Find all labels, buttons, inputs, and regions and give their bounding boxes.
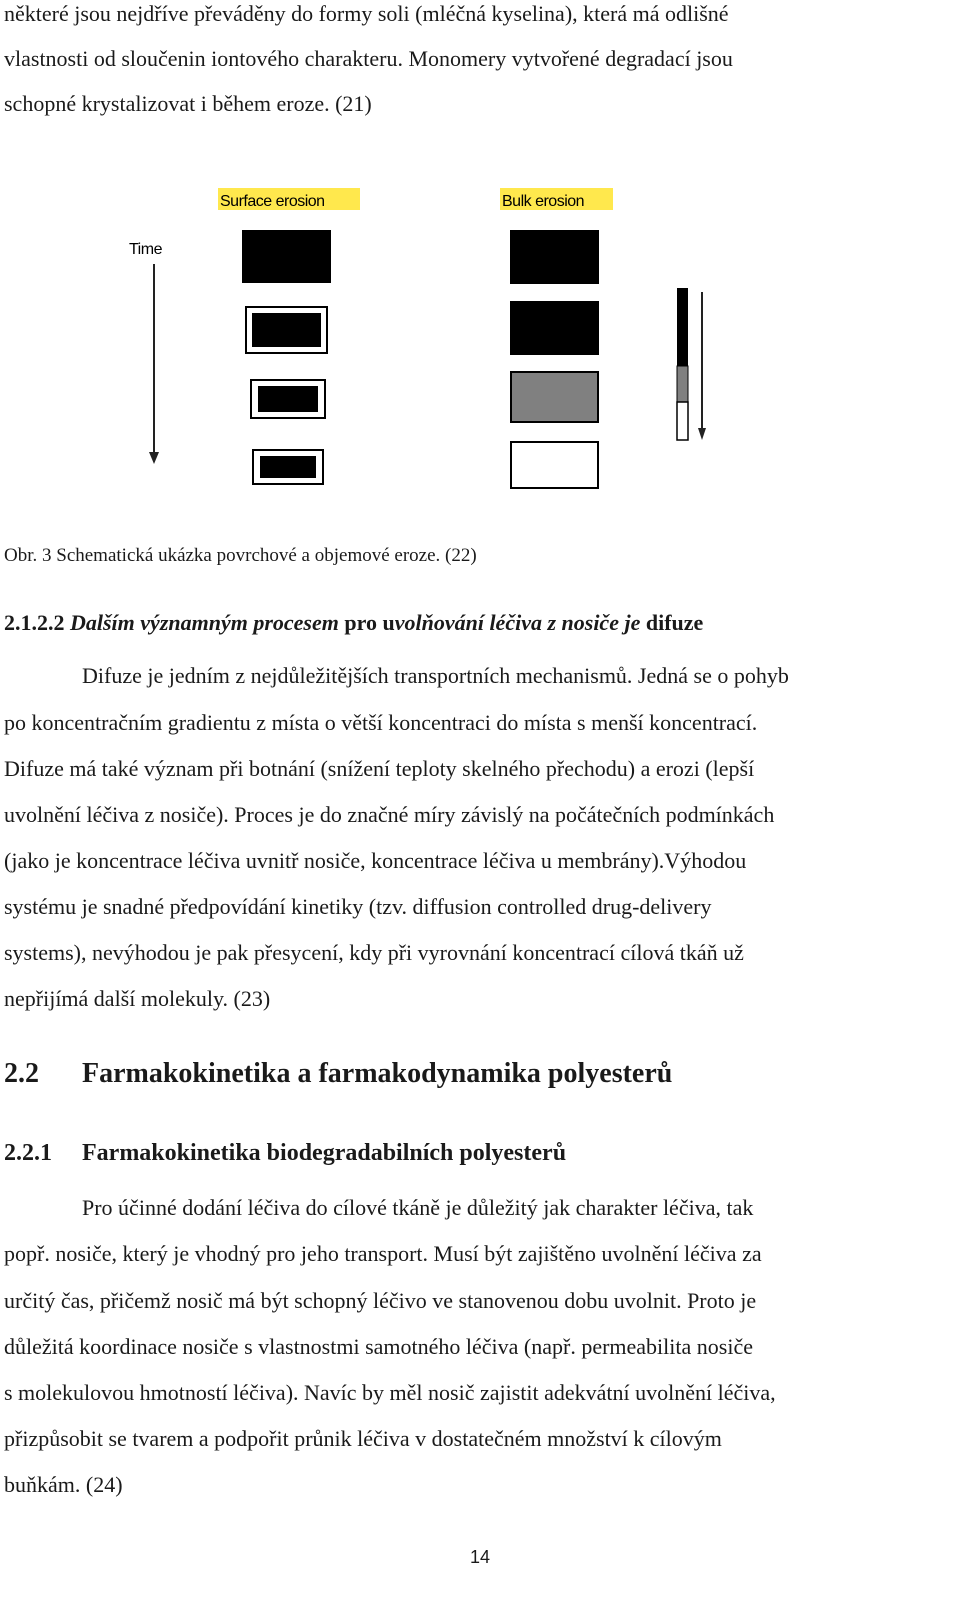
bulk-step-1 xyxy=(511,231,598,283)
section-title: Farmakokinetika a farmakodynamika polyesterů xyxy=(82,1058,673,1089)
subsection-title: Farmakokinetika biodegradabilních polyesterů xyxy=(82,1140,567,1166)
bulk-step-2 xyxy=(511,302,598,354)
bulk-bar-black xyxy=(677,288,688,366)
section-number: 2.2 xyxy=(4,1058,39,1089)
section-heading xyxy=(4,1057,672,1091)
erosion-figure xyxy=(0,0,960,520)
page-number: 14 xyxy=(469,1547,491,1567)
paragraph-line: popř. nosiče, který je vhodný pro jeho transport. Musí být zajištěno uvolnění léčiva za xyxy=(4,1241,762,1266)
subsection-number: 2.2.1 xyxy=(4,1140,52,1166)
paragraph-line: schopné krystalizovat i během eroze. (21) xyxy=(4,91,372,116)
figure-caption: Obr. 3 Schematická ukázka povrchové a objemové eroze. (22) xyxy=(4,545,477,566)
bulk-step-3 xyxy=(511,372,598,422)
paragraph-line: vlastnosti od sloučenin iontového charakteru. Monomery vytvořené degradací jsou xyxy=(4,46,733,71)
surface-step-3-core xyxy=(258,386,318,412)
paragraph-line: (jako je koncentrace léčiva uvnitř nosiče, koncentrace léčiva u membrány).Výhodou xyxy=(4,848,747,873)
paragraph-line: Pro účinné dodání léčiva do cílové tkáně je důležitý jak charakter léčiva, tak xyxy=(82,1195,754,1220)
paragraph-line: nepřijímá další molekuly. (23) xyxy=(4,986,271,1011)
subsection-heading xyxy=(4,609,703,637)
paragraph-line: určitý čas, přičemž nosič má být schopný léčivo ve stanovenou dobu uvolnit. Proto je xyxy=(4,1288,757,1313)
paragraph-line: uvolnění léčiva z nosiče). Proces je do značné míry závislý na počátečních podmínkách xyxy=(4,802,775,827)
paragraph-line: Difuze je jedním z nejdůležitějších transportních mechanismů. Jedná se o pohyb xyxy=(82,663,789,688)
surface-step-2-core xyxy=(252,313,321,347)
paragraph-line: buňkám. (24) xyxy=(4,1472,123,1497)
surface-step-1 xyxy=(243,231,330,282)
subsection-number: 2.1.2.2 xyxy=(4,610,65,635)
surface-erosion-label: Surface erosion xyxy=(220,193,325,210)
paragraph-line: po koncentračním gradientu z místa o větší koncentraci do místa s menší koncentrací. xyxy=(4,710,758,735)
bulk-erosion-label: Bulk erosion xyxy=(502,193,585,210)
time-arrow-head xyxy=(149,452,159,464)
heading-part: difuze xyxy=(645,610,704,635)
heading-part: volňování léčiva z nosiče je xyxy=(394,610,641,635)
paragraph-line: systému je snadné předpovídání kinetiky (tzv. diffusion controlled drug-delivery xyxy=(4,894,712,919)
surface-step-4-core xyxy=(260,456,316,478)
paragraph-line: Difuze má také význam při botnání (snížení teploty skelného přechodu) a erozi (lepší xyxy=(4,756,755,781)
heading-part: Dalším významným procesem xyxy=(70,610,339,635)
heading-part: pro u xyxy=(344,610,395,635)
paragraph-line: důležitá koordinace nosiče s vlastnostmi samotného léčiva (např. permeabilita nosiče xyxy=(4,1334,753,1359)
paragraph-line: systems), nevýhodou je pak přesycení, kdy při vyrovnání koncentrací cílová tkáň už xyxy=(4,940,744,965)
time-label: Time xyxy=(129,241,162,258)
bulk-arrow-head xyxy=(698,428,706,440)
bulk-bar-gray xyxy=(677,366,688,402)
bulk-step-4 xyxy=(511,442,598,488)
bulk-bar-white xyxy=(677,402,688,440)
paragraph-line: přizpůsobit se tvarem a podpořit průnik léčiva v dostatečném množství k cílovým xyxy=(4,1426,722,1451)
paragraph-line: s molekulovou hmotností léčiva). Navíc by měl nosič zajistit adekvátní uvolnění léčiva, xyxy=(4,1380,776,1405)
subsection-heading xyxy=(4,1138,566,1168)
paragraph-line: některé jsou nejdříve převáděny do formy soli (mléčná kyselina), která má odlišné xyxy=(4,1,729,26)
